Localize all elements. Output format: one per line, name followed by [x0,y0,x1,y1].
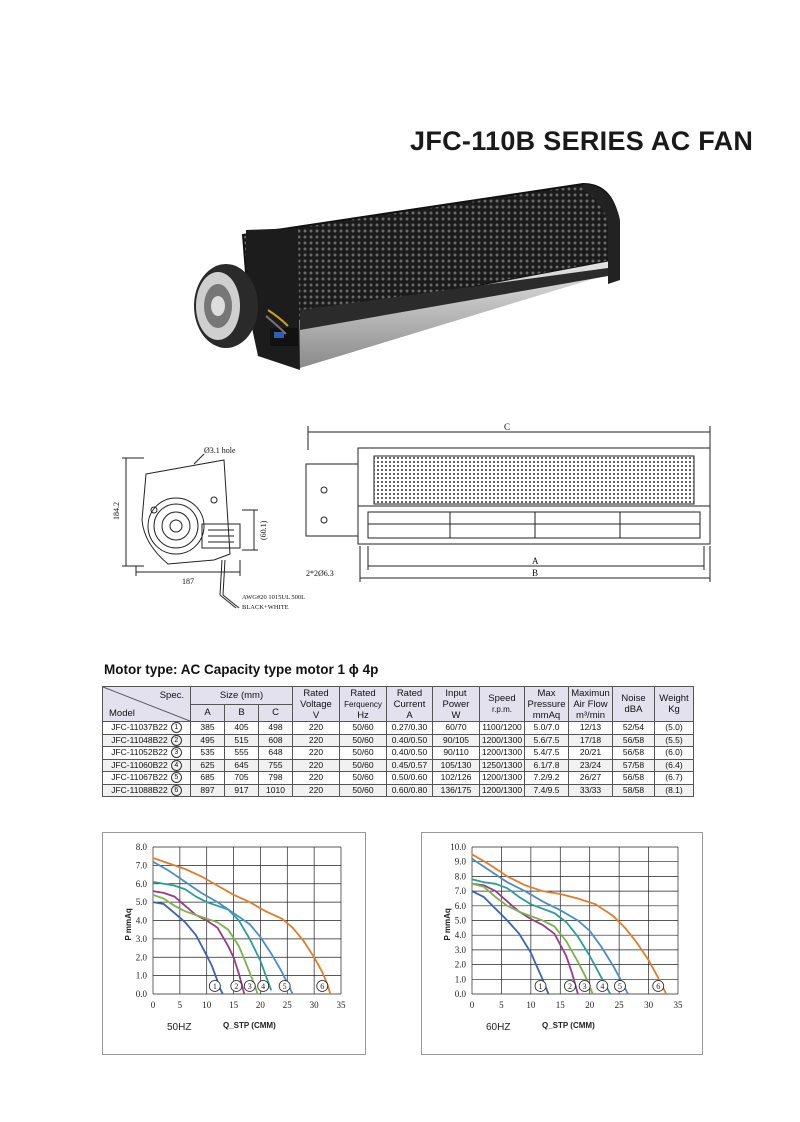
x-tick-label: 20 [585,1000,595,1010]
header-frequency: Rated Ferquency Hz [340,687,387,722]
table-row [103,734,694,747]
cell-v: 220 [293,784,340,797]
header-noise: Noise dBA [613,687,655,722]
cell-a: 625 [191,759,225,772]
series-line-5 [153,862,293,994]
cell-rpm: 1200/1300 [480,772,525,785]
y-tick-label: 1.0 [454,974,466,985]
cell-b: 705 [225,772,259,785]
model-cell [103,759,191,772]
cell-f: 17/18 [569,734,613,747]
motor-type: Motor type: AC Capacity type motor 1 ϕ 4p [104,662,379,677]
cell-a: 385 [191,722,225,735]
x-tick-label: 25 [282,1000,292,1010]
front-view-drawing [300,420,720,595]
cell-hz: 50/60 [340,772,387,785]
cell-p: 5.0/7.0 [525,722,569,735]
cell-rpm: 1200/1300 [480,734,525,747]
series-label-3: 3 [582,982,587,991]
model-number-badge: 3 [171,747,182,758]
model-number-badge: 6 [171,785,182,796]
product-photo [188,180,628,385]
header-power: Input Power W [433,687,480,722]
cell-c: 755 [259,759,293,772]
cell-rpm: 1200/1300 [480,784,525,797]
series-line-3 [153,895,258,994]
cell-c: 798 [259,772,293,785]
dim-c: C [504,422,511,432]
chart-50hz [103,833,365,1054]
y-axis-label: P mmAq [443,908,452,941]
cell-rpm: 1100/1200 [480,722,525,735]
cell-n: 52/54 [613,722,655,735]
y-tick-label: 0.0 [454,989,466,999]
cell-a: 495 [191,734,225,747]
header-spec-model [103,687,191,722]
model-name: JFC-11067B22 [111,772,168,783]
cell-c: 648 [259,747,293,760]
table-row [103,747,694,760]
model-cell [103,747,191,760]
model-cell [103,722,191,735]
header-weight: Weight Kg [655,687,694,722]
header-model: Model [109,708,135,719]
header-current: Rated Current A [387,687,433,722]
cell-cur: 0.27/0.30 [387,722,433,735]
cell-p: 6.1/7.8 [525,759,569,772]
cell-b: 405 [225,722,259,735]
header-airflow: Maximun Air Flow m³/min [569,687,613,722]
table-row [103,759,694,772]
model-cell [103,734,191,747]
y-tick-label: 7.0 [135,860,147,871]
cell-p: 5.6/7.5 [525,734,569,747]
cell-n: 56/58 [613,747,655,760]
series-label-2: 2 [567,982,572,991]
wire-color: BLACK+WHITE [242,604,289,611]
cell-n: 56/58 [613,772,655,785]
cell-f: 26/27 [569,772,613,785]
spec-table-body [103,722,694,797]
cell-kg: (6.4) [655,759,694,772]
wire-spec: AWG#20 1015UL 500L [242,594,306,601]
model-number-badge: 2 [171,735,182,746]
dim-a: A [532,556,539,566]
model-name: JFC-11060B22 [111,759,168,770]
y-tick-label: 8.0 [454,871,466,882]
series-label-5: 5 [282,982,287,991]
cell-n: 57/58 [613,759,655,772]
cell-hz: 50/60 [340,734,387,747]
model-name: JFC-11048B22 [111,734,168,745]
cell-f: 23/24 [569,759,613,772]
cell-n: 58/58 [613,784,655,797]
x-tick-label: 10 [526,1000,536,1010]
y-tick-label: 6.0 [454,900,466,911]
y-axis-label: P mmAq [124,908,133,941]
x-tick-label: 0 [150,1000,156,1010]
y-tick-label: 3.0 [135,933,147,944]
dim-width: 187 [182,577,194,586]
y-tick-label: 2.0 [135,952,147,963]
model-cell [103,772,191,785]
spec-table [102,686,694,797]
chart-50hz-panel [102,832,366,1055]
x-tick-label: 0 [469,1000,475,1010]
cell-f: 33/33 [569,784,613,797]
x-axis-label: Q_STP (CMM) [542,1021,595,1030]
x-tick-label: 25 [614,1000,624,1010]
cell-rpm: 1250/1300 [480,759,525,772]
page-title: JFC-110B SERIES AC FAN [410,126,754,156]
cell-w: 105/130 [433,759,480,772]
cell-a: 897 [191,784,225,797]
cell-b: 515 [225,734,259,747]
y-tick-label: 2.0 [454,959,466,970]
x-tick-label: 30 [644,1000,654,1010]
hole-label: Ø3.1 hole [204,446,236,455]
y-tick-label: 5.0 [454,915,466,926]
x-tick-label: 15 [555,1000,565,1010]
cell-kg: (5.5) [655,734,694,747]
dim-60: (60.1) [259,520,268,540]
cell-kg: (5.0) [655,722,694,735]
y-tick-label: 8.0 [135,842,147,852]
x-tick-label: 5 [177,1000,183,1010]
cell-p: 7.2/9.2 [525,772,569,785]
cell-kg: (6.7) [655,772,694,785]
cell-hz: 50/60 [340,759,387,772]
y-tick-label: 3.0 [454,944,466,955]
series-label-3: 3 [247,982,252,991]
y-tick-label: 1.0 [135,970,147,981]
cell-kg: (6.0) [655,747,694,760]
cell-a: 685 [191,772,225,785]
dim-b: B [532,568,539,578]
header-a: A [191,704,225,722]
cell-w: 136/175 [433,784,480,797]
cell-w: 60/70 [433,722,480,735]
x-tick-label: 5 [499,1000,504,1010]
series-line-3 [472,884,593,994]
cell-rpm: 1200/1300 [480,747,525,760]
header-pressure: Max Pressure mmAq [525,687,569,722]
x-tick-label: 10 [202,1000,212,1010]
model-number-badge: 5 [171,772,182,783]
y-tick-label: 4.0 [135,915,147,926]
y-tick-label: 0.0 [135,989,147,999]
cell-c: 498 [259,722,293,735]
cell-hz: 50/60 [340,784,387,797]
cell-cur: 0.50/0.60 [387,772,433,785]
y-tick-label: 4.0 [454,930,466,941]
cell-b: 917 [225,784,259,797]
header-voltage: Rated Voltage V [293,687,340,722]
cell-p: 5.4/7.5 [525,747,569,760]
cell-v: 220 [293,772,340,785]
model-cell [103,784,191,797]
chart-60hz-panel [421,832,703,1055]
frequency-label: 60HZ [486,1022,511,1033]
series-label-1: 1 [538,982,543,991]
cell-c: 608 [259,734,293,747]
series-line-5 [472,859,628,994]
cell-b: 555 [225,747,259,760]
frequency-label: 50HZ [167,1022,192,1033]
x-tick-label: 15 [229,1000,239,1010]
series-label-2: 2 [234,982,239,991]
mount-hole: 2*2Ø6.3 [306,569,334,578]
cell-w: 90/110 [433,747,480,760]
cell-c: 1010 [259,784,293,797]
cell-p: 7.4/9.5 [525,784,569,797]
model-name: JFC-11088B22 [111,784,168,795]
model-number-badge: 1 [171,722,182,733]
cell-v: 220 [293,734,340,747]
cell-n: 56/58 [613,734,655,747]
series-label-1: 1 [212,982,217,991]
cell-hz: 50/60 [340,722,387,735]
series-label-5: 5 [617,982,622,991]
x-tick-label: 20 [255,1000,265,1010]
cell-b: 645 [225,759,259,772]
table-row [103,722,694,735]
cell-f: 12/13 [569,722,613,735]
cell-w: 102/126 [433,772,480,785]
series-label-6: 6 [656,982,661,991]
model-name: JFC-11052B22 [111,747,168,758]
x-tick-label: 35 [673,1000,683,1010]
cell-f: 20/21 [569,747,613,760]
header-spec: Spec. [159,690,184,701]
x-tick-label: 35 [336,1000,346,1010]
x-tick-label: 30 [309,1000,319,1010]
cell-cur: 0.60/0.80 [387,784,433,797]
cell-hz: 50/60 [340,747,387,760]
y-tick-label: 7.0 [454,886,466,897]
model-number-badge: 4 [171,760,182,771]
dim-height: 184.2 [112,502,121,520]
header-speed: Speed r.p.m. [480,687,525,722]
cell-w: 90/105 [433,734,480,747]
table-row [103,772,694,785]
series-line-1 [153,902,223,994]
cell-cur: 0.40/0.50 [387,747,433,760]
header-size: Size (mm) [191,687,293,705]
model-name: JFC-11037B22 [111,722,168,733]
y-tick-label: 10.0 [450,842,466,852]
series-label-4: 4 [600,982,605,991]
cell-v: 220 [293,722,340,735]
series-label-4: 4 [261,982,266,991]
header-b: B [225,704,259,722]
cell-a: 535 [191,747,225,760]
cell-v: 220 [293,747,340,760]
chart-60hz [422,833,702,1054]
x-axis-label: Q_STP (CMM) [223,1021,276,1030]
cell-kg: (8.1) [655,784,694,797]
cell-cur: 0.40/0.50 [387,734,433,747]
y-tick-label: 5.0 [135,897,147,908]
table-row [103,784,694,797]
cell-v: 220 [293,759,340,772]
series-label-6: 6 [320,982,325,991]
y-tick-label: 9.0 [454,856,466,867]
y-tick-label: 6.0 [135,878,147,889]
cell-cur: 0.45/0.57 [387,759,433,772]
header-c: C [259,704,293,722]
